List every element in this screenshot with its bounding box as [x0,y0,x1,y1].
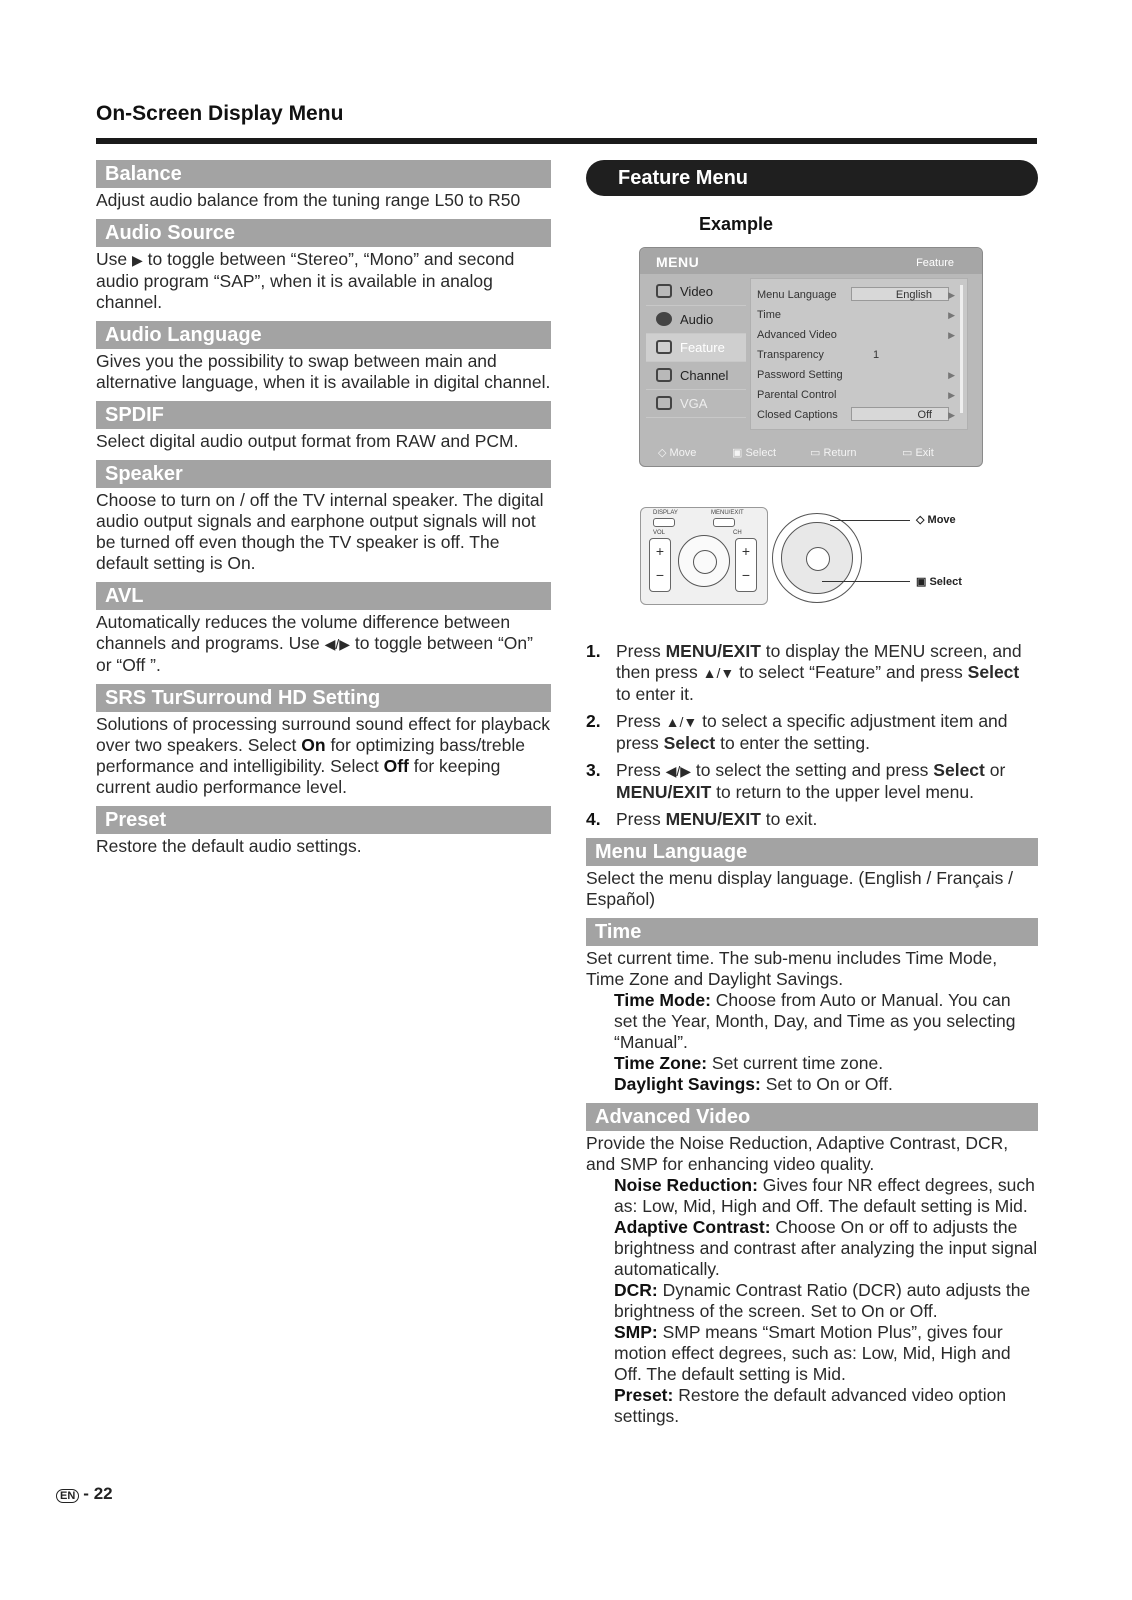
b: Adaptive Contrast: [614,1217,771,1237]
monitor-icon [656,396,672,410]
step-number: 2. [586,711,601,731]
daylight-savings-item [586,1074,1038,1095]
text-span: to toggle between “Stereo”, “Mono” and second audio program “SAP”, when it is available in analog channel. [96,249,515,312]
dpad-select-button [806,547,830,571]
vol-label: VOL [653,530,666,536]
osd-side-feature[interactable] [646,334,746,362]
foot-label: Exit [915,447,934,459]
row-label: Password Setting [757,369,843,381]
t: to display the MENU screen, and then press [616,641,1022,682]
step-number: 3. [586,760,601,780]
t: Set current time zone. [711,1053,884,1073]
wrench-icon [656,340,672,354]
osd-side-vga[interactable] [646,390,746,418]
osd-menu-title: MENU [656,254,700,270]
step-4 [586,809,1038,830]
b: Preset: [614,1385,674,1405]
foot-label: Select [745,447,777,459]
t: Gives four NR effect degrees, such as: Low, Mid, High and Off. The default setting is Mid. [614,1175,1035,1216]
srs-heading: SRS TurSurround HD Setting [96,684,551,712]
bold-off: Off [383,756,409,776]
t: Press [616,809,661,829]
side-label: Audio [680,312,714,327]
audio-language-text: Gives you the possibility to swap between main and alternative language, when it is available in digital channel. [96,351,551,392]
text-span: Solutions of processing surround sound effect for playback over two speakers. Select [96,714,550,755]
osd-feature-panel [750,278,968,430]
speaker-icon [656,312,672,326]
t: Restore the default advanced video option settings. [614,1385,1007,1426]
title-rule [96,138,1037,144]
right-arrow-icon: ▶ [132,252,143,268]
osd-row-menu-language[interactable] [751,285,967,305]
up-down-arrow-icon: ▲/▼ [665,714,698,730]
time-text [586,948,1038,1095]
display-label: DISPLAY [653,510,678,516]
exit-icon: ▭ [902,447,913,459]
osd-row-time[interactable] [751,305,967,325]
osd-side-audio[interactable] [646,306,746,334]
t: to exit. [765,809,818,829]
row-value: 1 [873,349,880,361]
osd-footer [640,444,982,462]
foot-label: Return [823,447,857,459]
t: to enter it. [616,684,694,704]
plus-glyph: + [655,543,665,559]
b: MENU/EXIT [665,809,761,829]
remote-dpad[interactable] [678,535,730,587]
audio-source-text [96,249,551,313]
osd-feature-tag: Feature [916,257,954,269]
avl-text [96,612,551,676]
row-label: Advanced Video [757,329,837,341]
b: Select [663,733,716,753]
feature-menu-heading: Feature Menu [586,160,1038,196]
osd-foot-exit [902,446,934,459]
row-label: Parental Control [757,389,837,401]
b: MENU/EXIT [665,641,761,661]
move-icon: ◇ [916,514,925,526]
avl-heading: AVL [96,582,551,610]
row-label: Transparency [757,349,824,361]
move-icon: ◇ [658,447,667,459]
dpad-enlarged [772,513,862,603]
osd-row-parental-control[interactable] [751,385,967,405]
menu-exit-label: MENU/EXIT [711,510,744,516]
osd-side-channel[interactable] [646,362,746,390]
t: to select the setting and press [695,760,929,780]
osd-row-advanced-video[interactable] [751,325,967,345]
preset-text: Restore the default audio settings. [96,836,362,856]
side-label: Channel [680,368,729,383]
left-right-arrow-icon: ◀/▶ [324,636,351,652]
advanced-video-text [586,1133,1038,1427]
move-callout [916,513,956,526]
step-number: 4. [586,809,601,829]
chevron-right-icon: ▶ [948,390,955,400]
text-span: for keeping current audio performance level. [96,756,501,797]
t: Press [616,711,661,731]
srs-text [96,714,551,798]
separator: - [83,1484,89,1503]
minus-glyph: − [655,567,665,583]
t: or [989,760,1006,780]
t: to select a specific adjustment item and press [616,711,1008,753]
satellite-icon [656,368,672,382]
return-icon: ▭ [810,447,821,459]
select-icon: ▣ [916,576,927,588]
select-callout-line [822,581,910,582]
callout-text: Select [929,576,962,588]
osd-scrollbar[interactable] [960,285,963,413]
page-footer [56,1484,113,1504]
plus-glyph: + [741,543,751,559]
step-3 [586,760,1038,803]
page-title: On-Screen Display Menu [96,102,344,125]
remote-control [640,507,768,605]
osd-sidebar [646,278,746,418]
up-down-arrow-icon: ▲/▼ [702,665,735,681]
language-badge: EN [56,1489,79,1503]
text-span: for optimizing bass/treble performance and intelligibility. Select [96,735,525,776]
select-icon: ▣ [732,447,743,459]
b: MENU/EXIT [616,782,712,802]
menu-language-text: Select the menu display language. (English / Français / Español) [586,868,1014,909]
select-callout [916,575,962,588]
left-right-arrow-icon: ◀/▶ [665,763,692,779]
time-heading: Time [586,918,1038,946]
step-number: 1. [586,641,601,661]
volume-rocker[interactable] [649,538,671,592]
page-number: 22 [93,1484,113,1503]
chevron-right-icon: ▶ [948,310,955,320]
b: Noise Reduction: [614,1175,758,1195]
b: Daylight Savings: [614,1074,761,1094]
side-label: Feature [680,340,725,355]
t: to select “Feature” and press [739,662,963,682]
spdif-heading: SPDIF [96,401,551,429]
minus-glyph: − [741,567,751,583]
move-callout-line [830,520,910,521]
chevron-right-icon: ▶ [948,290,955,300]
b: Select [933,760,985,780]
row-label: Time [757,309,782,321]
bold-on: On [301,735,326,755]
remote-dpad-center[interactable] [693,550,717,574]
ch-label: CH [733,530,742,536]
balance-text: Adjust audio balance from the tuning range L50 to R50 [96,190,521,210]
advanced-video-intro: Provide the Noise Reduction, Adaptive Contrast, DCR, and SMP for enhancing video quality. [586,1133,1009,1174]
osd-foot-return [810,446,857,459]
t: Set to On or Off. [765,1074,893,1094]
display-button[interactable] [653,518,675,527]
b: SMP: [614,1322,658,1342]
osd-row-password-setting[interactable] [751,365,967,385]
smp-item [586,1322,1038,1385]
advanced-video-heading: Advanced Video [586,1103,1038,1131]
remote-illustration [586,501,1038,619]
row-value: English [851,287,949,301]
tv-icon [656,284,672,298]
time-intro: Set current time. The sub-menu includes Time Mode, Time Zone and Daylight Savings. [586,948,998,989]
instruction-steps [586,641,1038,830]
noise-reduction-item [586,1175,1038,1217]
example-label: Example [698,214,774,234]
step-2 [586,711,1038,754]
dcr-item [586,1280,1038,1322]
speaker-text: Choose to turn on / off the TV internal speaker. The digital audio output signals and earphone output signals will not be turned off even though the TV speaker is off. The default setting is On. [96,490,544,573]
left-column [96,160,551,865]
side-label: Video [680,284,714,299]
foot-label: Move [669,447,697,459]
b: Select [967,662,1020,682]
adaptive-contrast-item [586,1217,1038,1280]
t: SMP means “Smart Motion Plus”, gives four motion effect degrees, such as: Low, Mid, High and Off. The default setting is Mid. [614,1322,1011,1384]
osd-foot-select [732,446,776,459]
b: Time Zone: [614,1053,708,1073]
preset-heading: Preset [96,806,551,834]
t: Choose from Auto or Manual. You can set the Year, Month, Day, and Time as you selecting “Manual”. [614,990,1016,1052]
osd-foot-move [658,446,696,459]
t: Choose On or off to adjusts the brightness and contrast after analyzing the input signal automatically. [614,1217,1038,1279]
speaker-heading: Speaker [96,460,551,488]
text-span: Use [96,249,128,269]
step-1 [586,641,1038,705]
t: Dynamic Contrast Ratio (DCR) auto adjusts the brightness of the screen. Set to On or Off. [614,1280,1031,1321]
right-column [586,160,1038,1435]
spdif-text: Select digital audio output format from RAW and PCM. [96,431,519,451]
time-mode-item [586,990,1038,1053]
t: to return to the upper level menu. [716,782,974,802]
menu-language-heading: Menu Language [586,838,1038,866]
channel-rocker[interactable] [735,538,757,592]
audio-source-heading: Audio Source [96,219,551,247]
chevron-right-icon: ▶ [948,330,955,340]
side-label: VGA [680,396,708,411]
menu-exit-button[interactable] [713,518,735,527]
row-label: Closed Captions [757,409,838,421]
time-zone-item [586,1053,1038,1074]
osd-side-video[interactable] [646,278,746,306]
row-value: Off [851,407,949,421]
osd-menu-screen [639,247,983,467]
text-span: Automatically reduces the volume difference between channels and programs. Use [96,612,511,653]
audio-language-heading: Audio Language [96,321,551,349]
t: to enter the setting. [720,733,870,753]
chevron-right-icon: ▶ [948,370,955,380]
t: Press [616,641,661,661]
osd-row-closed-captions[interactable] [751,405,967,425]
b: Time Mode: [614,990,711,1010]
row-label: Menu Language [757,289,837,301]
preset-item [586,1385,1038,1427]
t: Press [616,760,661,780]
b: DCR: [614,1280,658,1300]
osd-row-transparency[interactable] [751,345,967,365]
chevron-right-icon: ▶ [948,410,955,420]
balance-heading: Balance [96,160,551,188]
text-span: to toggle between “On” or “Off ”. [96,633,533,675]
dpad-ring [781,522,853,594]
callout-text: Move [927,514,956,526]
